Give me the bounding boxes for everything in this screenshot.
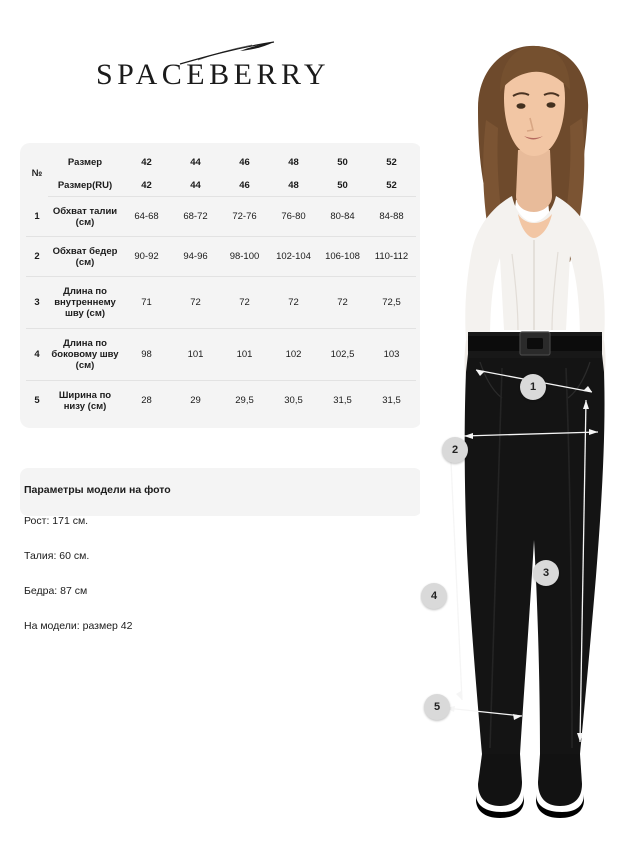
model-illustration <box>420 0 636 848</box>
row-value: 71 <box>122 277 171 329</box>
brand-name: SPACEBERRY <box>96 58 330 91</box>
row-value: 29 <box>190 395 201 406</box>
col-header-52: 52 <box>386 156 397 168</box>
row-num: 1 <box>26 197 48 237</box>
table-row <box>26 329 416 381</box>
col-header-ru-46: 46 <box>220 174 269 197</box>
col-header-ru-44: 44 <box>171 174 220 197</box>
size-table <box>26 151 416 420</box>
model-params-title: Параметры модели на фото <box>24 484 171 496</box>
row-value: 106-108 <box>318 237 367 277</box>
size-table-card <box>20 143 422 428</box>
callout-marker-5: 5 <box>424 694 450 720</box>
row-value: 28 <box>141 395 152 406</box>
row-label: Обхват бедер (см) <box>48 237 122 277</box>
row-label: Длина по внутреннему шву (см) <box>48 277 122 329</box>
col-header-size-ru: Размер(RU) <box>48 174 122 197</box>
callout-marker-4: 4 <box>421 583 447 609</box>
row-label: Ширина по низу (см) <box>58 389 112 412</box>
table-header-row-1 <box>26 151 416 174</box>
list-item: На модели: размер 42 <box>24 620 133 632</box>
table-row <box>26 197 416 237</box>
row-value: 84-88 <box>367 197 416 237</box>
row-num: 5 <box>34 395 40 406</box>
col-header-num: № <box>31 168 43 180</box>
table-row <box>26 277 416 329</box>
col-header-44: 44 <box>190 156 201 168</box>
row-label: Обхват талии (см) <box>48 197 122 237</box>
callout-marker-3: 3 <box>533 560 559 586</box>
model-params-list <box>24 515 404 655</box>
row-value: 72,5 <box>367 277 416 329</box>
list-item: Талия: 60 см. <box>24 550 90 562</box>
row-value: 90-92 <box>122 237 171 277</box>
col-header-size: Размер <box>67 156 103 168</box>
row-value: 64-68 <box>122 197 171 237</box>
col-header-ru-50: 50 <box>318 174 367 197</box>
row-value: 76-80 <box>269 197 318 237</box>
row-value: 29,5 <box>235 395 254 406</box>
row-num: 2 <box>26 237 48 277</box>
row-label: Длина по боковому шву (см) <box>48 329 122 381</box>
row-value: 101 <box>171 329 220 381</box>
row-value: 98-100 <box>220 237 269 277</box>
model-photo <box>420 0 636 848</box>
row-value: 101 <box>220 329 269 381</box>
row-value: 80-84 <box>318 197 367 237</box>
table-row <box>26 381 416 420</box>
row-value: 30,5 <box>284 395 303 406</box>
row-value: 102-104 <box>269 237 318 277</box>
row-num: 4 <box>26 329 48 381</box>
row-value: 31,5 <box>333 395 352 406</box>
list-item: Бедра: 87 см <box>24 585 88 597</box>
col-header-46: 46 <box>239 156 250 168</box>
col-header-42: 42 <box>141 156 152 168</box>
list-item: Рост: 171 см. <box>24 515 89 527</box>
callout-marker-1: 1 <box>520 374 546 400</box>
row-value: 31,5 <box>382 395 401 406</box>
row-value: 72 <box>318 277 367 329</box>
col-header-50: 50 <box>337 156 348 168</box>
table-row <box>26 237 416 277</box>
row-value: 72-76 <box>220 197 269 237</box>
row-value: 72 <box>220 277 269 329</box>
row-value: 72 <box>269 277 318 329</box>
col-header-48: 48 <box>288 156 299 168</box>
col-header-ru-48: 48 <box>269 174 318 197</box>
callout-marker-2: 2 <box>442 437 468 463</box>
col-header-ru-42: 42 <box>122 174 171 197</box>
row-num: 3 <box>26 277 48 329</box>
row-value: 68-72 <box>171 197 220 237</box>
row-value: 72 <box>171 277 220 329</box>
row-value: 102,5 <box>318 329 367 381</box>
col-header-ru-52: 52 <box>367 174 416 197</box>
brand-logo <box>28 58 398 92</box>
row-value: 94-96 <box>171 237 220 277</box>
table-header-row-2 <box>26 174 416 197</box>
row-value: 98 <box>122 329 171 381</box>
row-value: 110-112 <box>367 237 416 277</box>
row-value: 102 <box>269 329 318 381</box>
row-value: 103 <box>367 329 416 381</box>
